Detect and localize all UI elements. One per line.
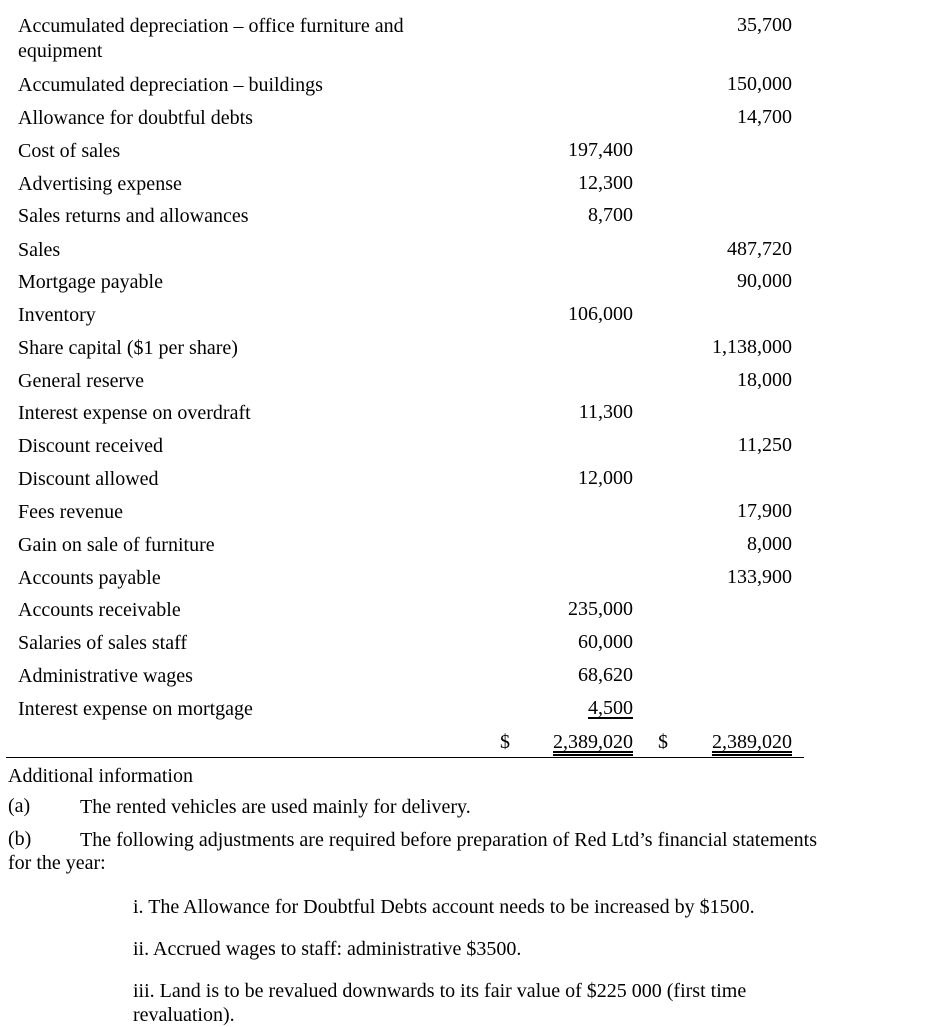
account-name: General reserve (18, 370, 145, 392)
table-row (0, 434, 935, 466)
table-row (0, 106, 935, 138)
account-name: Accumulated depreciation – office furniture and equipment (18, 15, 404, 62)
debit-amount: 68,620 (578, 664, 633, 686)
table-row (0, 533, 935, 565)
account-name: Interest expense on overdraft (18, 402, 251, 424)
table-row (0, 369, 935, 401)
credit-amount: 14,700 (737, 106, 792, 128)
table-row (0, 500, 935, 532)
account-name: Cost of sales (18, 140, 121, 162)
table-row (0, 238, 935, 270)
totals-row (0, 731, 935, 763)
table-row (0, 14, 935, 62)
table-row (0, 303, 935, 335)
credit-amount: 150,000 (727, 73, 792, 95)
account-name: Accounts payable (18, 567, 161, 589)
table-row (0, 172, 935, 204)
account-name: Allowance for doubtful debts (18, 107, 253, 129)
account-name: Mortgage payable (18, 271, 163, 293)
credit-total: 2,389,020 (712, 731, 792, 753)
item-a-tag: (a) (8, 795, 31, 817)
table-row (0, 401, 935, 433)
account-name: Fees revenue (18, 501, 123, 523)
item-b-tag: (b) (8, 828, 32, 850)
item-a-text: The rented vehicles are used mainly for delivery. (80, 796, 471, 818)
credit-amount: 487,720 (727, 238, 792, 260)
credit-amount: 90,000 (737, 270, 792, 292)
additional-information-heading: Additional information (8, 765, 193, 787)
table-row (0, 270, 935, 302)
account-name: Interest expense on mortgage (18, 698, 253, 720)
table-row (0, 598, 935, 630)
account-name: Gain on sale of furniture (18, 534, 215, 556)
account-name: Share capital ($1 per share) (18, 337, 238, 359)
table-row (0, 467, 935, 499)
credit-amount: 17,900 (737, 500, 792, 522)
debit-amount: 197,400 (568, 139, 633, 161)
account-name: Advertising expense (18, 173, 182, 195)
account-name: Inventory (18, 304, 96, 326)
table-row (0, 697, 935, 729)
item-b-text-continued: for the year: (8, 852, 106, 874)
table-bottom-rule (6, 757, 804, 758)
account-name: Accumulated depreciation – buildings (18, 74, 323, 96)
credit-amount: 35,700 (737, 14, 792, 36)
table-row (0, 664, 935, 696)
debit-total: 2,389,020 (553, 731, 633, 753)
adjustment-item: iii. Land is to be revalued downwards to its fair value of $225 000 (first time revaluation). (133, 980, 747, 1026)
credit-amount: 133,900 (727, 566, 792, 588)
debit-currency-sign: $ (500, 731, 510, 753)
adjustment-item: ii. Accrued wages to staff: administrative $3500. (133, 938, 522, 960)
credit-amount: 8,000 (747, 533, 792, 555)
account-name: Salaries of sales staff (18, 632, 188, 654)
table-row (0, 631, 935, 663)
credit-amount: 11,250 (737, 434, 792, 456)
account-name: Accounts receivable (18, 599, 181, 621)
debit-amount: 12,000 (578, 467, 633, 489)
table-row (0, 73, 935, 105)
account-name: Administrative wages (18, 665, 193, 687)
debit-amount: 4,500 (588, 697, 633, 719)
table-row (0, 566, 935, 598)
debit-amount: 60,000 (578, 631, 633, 653)
item-b-text: The following adjustments are required before preparation of Red Ltd’s financial statements (80, 829, 817, 851)
adjustment-item: i. The Allowance for Doubtful Debts account needs to be increased by $1500. (133, 896, 755, 918)
table-row (0, 336, 935, 368)
account-name: Discount received (18, 435, 163, 457)
account-name: Sales returns and allowances (18, 205, 249, 227)
debit-amount: 12,300 (578, 172, 633, 194)
table-row (0, 139, 935, 171)
debit-amount: 11,300 (578, 401, 633, 423)
account-name: Sales (18, 239, 61, 261)
debit-amount: 8,700 (588, 204, 633, 226)
debit-amount: 235,000 (568, 598, 633, 620)
credit-amount: 18,000 (737, 369, 792, 391)
credit-currency-sign: $ (658, 731, 668, 753)
table-row (0, 204, 935, 236)
credit-amount: 1,138,000 (712, 336, 792, 358)
account-name: Discount allowed (18, 468, 159, 490)
debit-amount: 106,000 (568, 303, 633, 325)
